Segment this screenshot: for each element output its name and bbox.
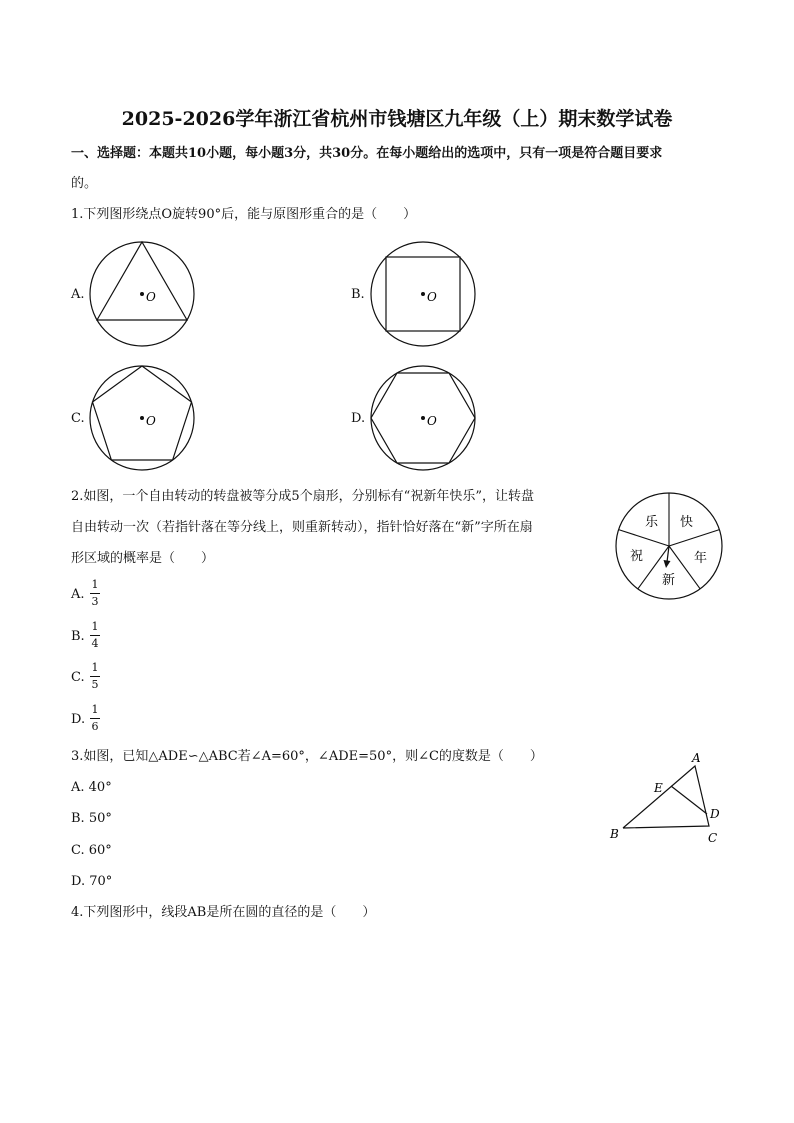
q4-stem: 4.下列图形中，线段AB是所在圆的直径的是（ ） [71,905,376,920]
q3-option-d: D. 70° [71,874,113,889]
q2-option-d-fraction: 1 6 [91,703,99,733]
q2-stem-line1: 2.如图，一个自由转动的转盘被等分成5个扇形，分别标有“祝新年快乐”，让转盘 [71,489,534,504]
q1-option-b-label: B. [351,287,365,302]
q3-vertex-c: C [708,831,718,845]
q3-vertex-d: D [710,807,720,821]
q1-stem: 1.下列图形绕点O旋转90°后，能与原图形重合的是（ ） [71,207,417,222]
q3-vertex-a: A [692,751,701,765]
q2-spinner-wheel [613,490,725,602]
q3-stem: 3.如图，已知△ADE∽△ABC若∠A=60°，∠ADE=50°，则∠C的度数是（ ） [71,749,543,764]
q2-stem-line3: 形区域的概率是（ ） [71,551,215,566]
q2-option-a-fraction: 1 3 [91,578,99,608]
q1-d-center-label: O [427,414,437,428]
q2-stem-line2: 自由转动一次（若指针落在等分线上，则重新转动），指针恰好落在“新”字所在扇 [71,520,533,535]
section-heading-line1: 一、选择题：本题共10小题，每小题3分，共30分。在每小题给出的选项中，只有一项是符合题目要求 [71,146,663,161]
q1-option-a-label: A. [71,287,85,302]
q3-vertex-b: B [610,827,619,841]
wheel-sector-zhu: 祝 [630,549,644,564]
q2-option-b-label: B. [71,629,85,644]
q1-figure-c-pentagon-in-circle [88,364,198,474]
q1-option-d-label: D. [351,411,366,426]
q1-b-center-label: O [427,290,437,304]
q2-option-c-label: C. [71,670,85,685]
q3-triangle-figure [605,748,725,848]
q3-vertex-e: E [654,781,663,795]
q3-option-b: B. 50° [71,811,112,826]
section-heading-line2: 的。 [71,176,98,191]
q3-option-a: A. 40° [71,780,112,795]
q1-c-center-label: O [146,414,156,428]
q1-option-c-label: C. [71,411,85,426]
q1-figure-b-square-in-circle [369,240,479,350]
q2-option-b-fraction: 1 4 [91,620,99,650]
q3-option-c: C. 60° [71,843,112,858]
wheel-sector-xin: 新 [662,573,676,588]
q2-option-c-fraction: 1 5 [91,661,99,691]
q1-figure-a-triangle-in-circle [88,240,198,350]
page-title: 2025-2026学年浙江省杭州市钱塘区九年级（上）期末数学试卷 [121,108,673,130]
q1-figure-d-hexagon-in-circle [369,364,479,474]
q1-a-center-label: O [146,290,156,304]
wheel-sector-nian: 年 [694,551,708,566]
q2-option-d-label: D. [71,712,86,727]
wheel-sector-le: 乐 [645,515,659,530]
q2-option-a-label: A. [71,587,85,602]
wheel-sector-kuai: 快 [680,515,694,530]
